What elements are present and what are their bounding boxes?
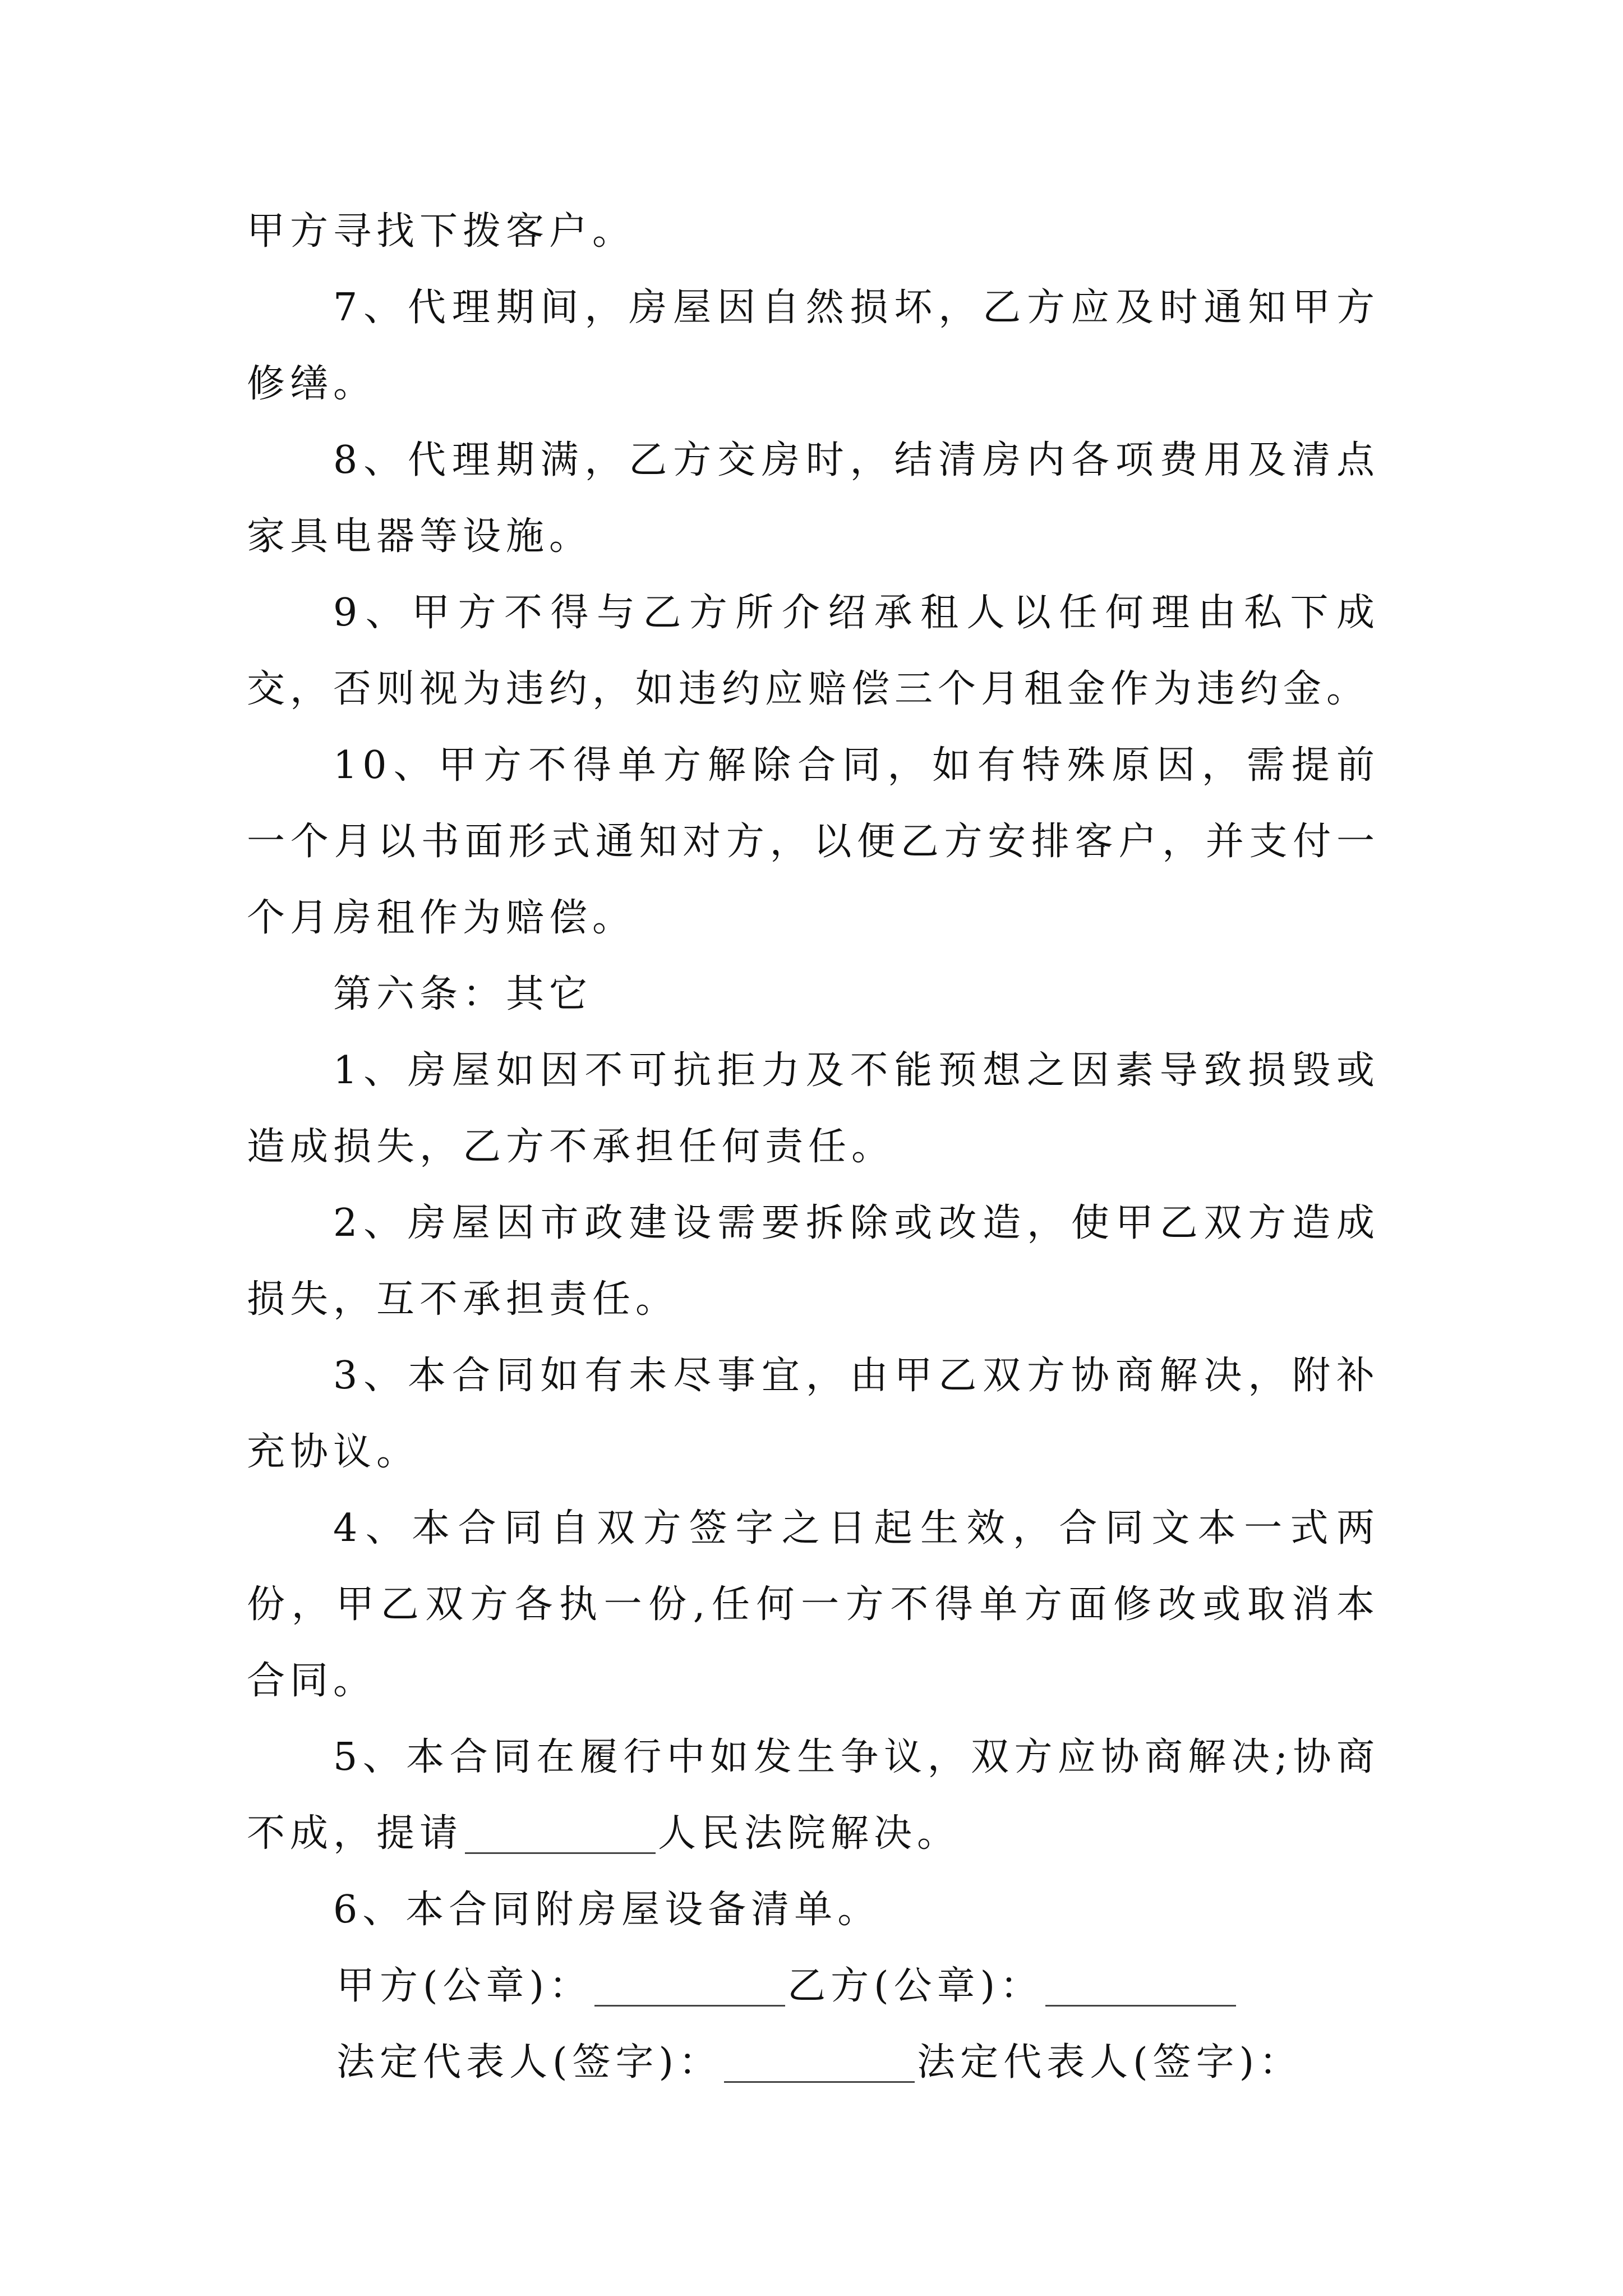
party-b-rep-label: 法定代表人(签字)： (917, 2040, 1303, 2085)
party-a-seal-blank[interactable] (594, 1959, 785, 2007)
party-a-rep-blank[interactable] (724, 2035, 915, 2083)
article-6-clause-5 (247, 1719, 1380, 1872)
paragraph-continuation: 甲方寻找下拨客户。 (247, 209, 636, 254)
party-b-seal-label: 乙方(公章)： (787, 1964, 1044, 2008)
article-6-clause-1: 1、房屋如因不可抗拒力及不能预想之因素导致损毁或造成损失，乙方不承担任何责任。 (247, 1048, 1380, 1169)
clause-8: 8、代理期满，乙方交房时，结清房内各项费用及清点家具电器等设施。 (247, 438, 1380, 559)
party-a-seal-label: 甲方(公章)： (336, 1964, 593, 2008)
party-a-rep-label: 法定代表人(签字)： (336, 2040, 722, 2085)
contract-body (247, 194, 1380, 2101)
article-6-clause-2: 2、房屋因市政建设需要拆除或改造，使甲乙双方造成损失，互不承担责任。 (247, 1201, 1380, 1322)
party-b-seal-blank[interactable] (1045, 1959, 1236, 2007)
clause-7: 7、代理期间，房屋因自然损坏，乙方应及时通知甲方修缮。 (247, 286, 1380, 406)
article-6-clause-6: 6、本合同附房屋设备清单。 (333, 1888, 881, 1932)
article-6-heading: 第六条：其它 (333, 972, 593, 1016)
article-6-clause-4: 4、本合同自双方签字之日起生效，合同文本一式两份，甲乙双方各执一份,任何一方不得单方面修改或取消本合同。 (247, 1506, 1380, 1703)
dispute-text-after: 人民法院解决。 (658, 1811, 961, 1856)
clause-10: 10、甲方不得单方解除合同，如有特殊原因，需提前一个月以书面形式通知对方，以便乙方安排客户，并支付一个月房租作为赔偿。 (247, 743, 1380, 940)
clause-9: 9、甲方不得与乙方所介绍承租人以任何理由私下成交，否则视为违约，如违约应赔偿三个月租金作为违约金。 (247, 591, 1380, 711)
seal-line (247, 1948, 1380, 2024)
dispute-text-before: 5、本合同在履行中如发生争议，双方应协商解决;协商不成，提请 (247, 1735, 1380, 1856)
court-name-blank[interactable] (465, 1806, 656, 1854)
article-6-clause-3: 3、本合同如有未尽事宜，由甲乙双方协商解决，附补充协议。 (247, 1354, 1380, 1474)
representative-line (247, 2024, 1380, 2101)
